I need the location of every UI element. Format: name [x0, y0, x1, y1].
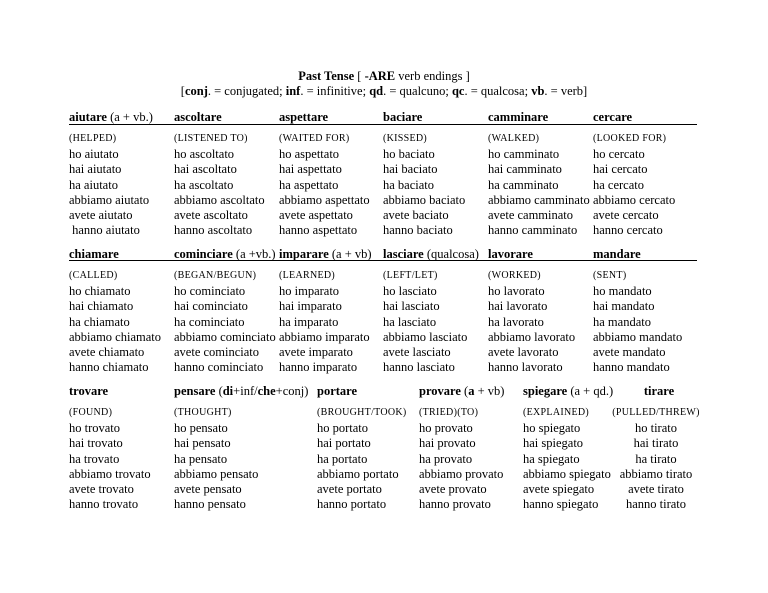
verb-heading [69, 110, 153, 125]
conjugation: avete chiamato [69, 345, 145, 360]
verb-infinitive: chiamare [69, 247, 119, 261]
verb-heading [174, 247, 276, 262]
conjugation: hai provato [419, 436, 476, 451]
verb-column [69, 247, 161, 376]
conjugation: hai lasciato [383, 299, 440, 314]
conjugation: ha spiegato [523, 451, 580, 466]
conjugation: avete ascoltato [174, 208, 248, 223]
conjugation: ha lasciato [383, 314, 437, 329]
conjugation: abbiamo portato [317, 466, 399, 481]
conjugation: abbiamo spiegato [523, 466, 611, 481]
verb-column [488, 247, 575, 376]
conjugation: abbiamo baciato [383, 192, 466, 207]
conjugation: ho mandato [593, 284, 652, 298]
conjugation: ha aiutato [69, 177, 118, 192]
conjugation: ho spiegato [523, 421, 581, 435]
conjugation: hanno lavorato [488, 360, 563, 375]
verb-heading [523, 384, 613, 399]
conjugation: avete provato [419, 482, 487, 497]
conjugation: hai trovato [69, 436, 123, 451]
conjugation: hanno pensato [174, 497, 246, 512]
verb-column [612, 384, 700, 513]
verb-column [279, 110, 370, 239]
verb-note: + vb) [474, 384, 505, 398]
verb-translation: (LISTENED TO) [174, 133, 248, 144]
conjugation: ha chiamato [69, 314, 130, 329]
conjugation: ho trovato [69, 421, 121, 435]
conjugation: ha portato [317, 451, 368, 466]
conjugation: hai aspettato [279, 162, 342, 177]
verb-translation: (CALLED) [69, 270, 118, 281]
conjugation: ha trovato [69, 451, 120, 466]
conjugation: hanno tirato [625, 497, 687, 512]
conjugation: ho aspettato [279, 147, 340, 161]
conjugation: hai cercato [593, 162, 648, 177]
conjugation: avete cercato [593, 208, 659, 223]
verb-note: (a + vb.) [106, 110, 153, 124]
conjugation: avete baciato [383, 208, 449, 223]
conjugation: hanno aiutato [69, 223, 140, 238]
verb-translation: (THOUGHT) [174, 407, 232, 418]
conjugation: abbiamo ascoltato [174, 192, 265, 207]
conjugation: ho cominciato [174, 284, 246, 298]
verb-note: (qualcosa) [423, 247, 479, 261]
verb-heading [488, 110, 590, 125]
conjugation: hai chiamato [69, 299, 134, 314]
conjugation: hanno baciato [383, 223, 453, 238]
verb-note: +inf/ [233, 384, 258, 398]
conjugation: abbiamo pensato [174, 466, 259, 481]
verb-translation: (BROUGHT/TOOK) [317, 407, 407, 418]
conjugation: hanno lasciato [383, 360, 455, 375]
conjugation: ho camminato [488, 147, 560, 161]
verb-note: ( [215, 384, 223, 398]
verb-heading [279, 110, 370, 125]
conjugation: hai ascoltato [174, 162, 237, 177]
conjugation: avete portato [317, 482, 382, 497]
conjugation: ho lavorato [488, 284, 545, 298]
conjugation: hai pensato [174, 436, 231, 451]
verb-note: ( [460, 384, 469, 398]
conjugation: ha tirato [635, 451, 677, 466]
verb-translation: (WAITED FOR) [279, 133, 350, 144]
title-line [0, 69, 768, 84]
conjugation: abbiamo trovato [69, 466, 151, 481]
verb-infinitive: camminare [488, 110, 549, 124]
conjugation: ha aspettato [279, 177, 339, 192]
verb-note: (a + qd.) [567, 384, 614, 398]
conjugation: hai portato [317, 436, 371, 451]
verb-heading [317, 384, 407, 399]
conjugation: ha ascoltato [174, 177, 234, 192]
conjugation: hanno trovato [69, 497, 139, 512]
conjugation: avete cominciato [174, 345, 260, 360]
verb-translation: (TRIED)(TO) [419, 407, 479, 418]
verb-note: di [222, 384, 234, 398]
legend-text: . = qualcosa; [464, 84, 532, 98]
verb-column [174, 110, 265, 239]
verb-heading [419, 384, 504, 399]
verb-column [593, 247, 682, 376]
conjugation: hai cominciato [174, 299, 248, 314]
conjugation: abbiamo chiamato [69, 329, 161, 344]
verb-column [317, 384, 407, 513]
conjugation: avete aiutato [69, 208, 133, 223]
verb-translation: (WORKED) [488, 270, 541, 281]
conjugation: hai spiegato [523, 436, 584, 451]
conjugation: abbiamo tirato [619, 466, 693, 481]
verb-column [383, 247, 479, 376]
verb-column [383, 110, 465, 239]
verb-infinitive: trovare [69, 384, 109, 398]
conjugation: hanno portato [317, 497, 387, 512]
verb-infinitive: cominciare [174, 247, 233, 261]
conjugation: avete aspettato [279, 208, 353, 223]
verb-translation: (KISSED) [383, 133, 428, 144]
legend-text: . = conjugated; [207, 84, 286, 98]
conjugation: ha cominciato [174, 314, 245, 329]
verb-translation: (PULLED/THREW) [612, 407, 700, 418]
verb-infinitive: cercare [593, 110, 633, 124]
conjugation: hanno cercato [593, 223, 663, 238]
conjugation: hai lavorato [488, 299, 548, 314]
conjugation: avete imparato [279, 345, 353, 360]
conjugation: ha provato [419, 451, 473, 466]
verb-note: (a + vb) [328, 247, 372, 261]
conjugation: abbiamo cominciato [174, 329, 276, 344]
conjugation: hai camminato [488, 162, 562, 177]
verb-heading [69, 247, 161, 262]
conjugation: ha lavorato [488, 314, 544, 329]
conjugation: ho baciato [383, 147, 435, 161]
conjugation: ho portato [317, 421, 369, 435]
verb-heading [69, 384, 151, 399]
page-title [0, 69, 768, 99]
verb-column [419, 384, 504, 513]
legend-text: . = qualcuno; [383, 84, 452, 98]
verb-column [174, 247, 276, 376]
legend-text: . = infinitive; [300, 84, 370, 98]
verb-infinitive: lavorare [488, 247, 533, 261]
verb-translation: (FOUND) [69, 407, 113, 418]
conjugation: hai aiutato [69, 162, 122, 177]
verb-infinitive: aspettare [279, 110, 329, 124]
conjugation: ho ascoltato [174, 147, 235, 161]
verb-column [69, 384, 151, 513]
verb-infinitive: portare [317, 384, 358, 398]
conjugation: abbiamo mandato [593, 329, 683, 344]
conjugation: ho chiamato [69, 284, 131, 298]
verb-column [279, 247, 372, 376]
conjugation: hanno imparato [279, 360, 358, 375]
conjugation: ha mandato [593, 314, 651, 329]
conjugation: avete lavorato [488, 345, 559, 360]
verb-infinitive: aiutare [69, 110, 107, 124]
verb-heading [279, 247, 372, 262]
conjugation: hai baciato [383, 162, 438, 177]
conjugation: avete lasciato [383, 345, 451, 360]
conjugation: abbiamo aiutato [69, 192, 150, 207]
conjugation: ho tirato [634, 421, 677, 435]
verb-column [488, 110, 590, 239]
conjugation: ho imparato [279, 284, 340, 298]
conjugation: hanno cominciato [174, 360, 264, 375]
verb-heading [383, 110, 465, 125]
legend-abbr: vb [531, 84, 545, 98]
verb-infinitive: pensare [174, 384, 216, 398]
conjugation: abbiamo lavorato [488, 329, 576, 344]
verb-column [593, 110, 675, 239]
conjugation: hanno aspettato [279, 223, 358, 238]
conjugation: hanno ascoltato [174, 223, 253, 238]
verb-translation: (HELPED) [69, 133, 117, 144]
conjugation: abbiamo camminato [488, 192, 590, 207]
verb-infinitive: mandare [593, 247, 641, 261]
verb-note: a [468, 384, 475, 398]
conjugation: avete camminato [488, 208, 574, 223]
legend-abbr: conj [184, 84, 208, 98]
conjugation: ho provato [419, 421, 473, 435]
verb-translation: (EXPLAINED) [523, 407, 590, 418]
legend-open: [ [180, 84, 185, 98]
verb-heading [174, 384, 308, 399]
verb-column [69, 110, 153, 239]
verb-heading [618, 384, 700, 399]
conjugation: hai tirato [633, 436, 679, 451]
verb-translation: (SENT) [593, 270, 627, 281]
verb-translation: (WALKED) [488, 133, 540, 144]
conjugation: avete spiegato [523, 482, 595, 497]
conjugation: ho cercato [593, 147, 645, 161]
verb-note: +conj) [275, 384, 309, 398]
conjugation: ho pensato [174, 421, 228, 435]
verb-infinitive: ascoltare [174, 110, 222, 124]
conjugation: abbiamo aspettato [279, 192, 370, 207]
legend-abbr: inf [285, 84, 301, 98]
conjugation: hai imparato [279, 299, 342, 314]
conjugation: ha pensato [174, 451, 228, 466]
conjugation: avete pensato [174, 482, 242, 497]
verb-heading [593, 247, 682, 262]
verb-heading [383, 247, 479, 262]
verb-infinitive: imparare [279, 247, 329, 261]
conjugation: ha imparato [279, 314, 339, 329]
conjugation: hanno provato [419, 497, 491, 512]
legend-abbr: qd [369, 84, 384, 98]
verb-translation: (LEARNED) [279, 270, 336, 281]
verb-column [523, 384, 613, 513]
conjugation: ho lasciato [383, 284, 437, 298]
conjugation: hanno spiegato [523, 497, 599, 512]
title-rest: verb endings ] [398, 69, 470, 83]
verb-translation: (LEFT/LET) [383, 270, 438, 281]
title-bracket: [ [357, 69, 362, 83]
conjugation: hanno mandato [593, 360, 670, 375]
verb-heading [593, 110, 675, 125]
conjugation: avete mandato [593, 345, 666, 360]
verb-note: che [257, 384, 276, 398]
conjugation: abbiamo imparato [279, 329, 370, 344]
verb-infinitive: tirare [643, 384, 675, 398]
verb-heading [488, 247, 575, 262]
conjugation: hai mandato [593, 299, 655, 314]
conjugation: ho aiutato [69, 147, 119, 161]
conjugation: ha cercato [593, 177, 645, 192]
legend-text: . = verb] [544, 84, 588, 98]
verb-infinitive: provare [419, 384, 461, 398]
verb-translation: (LOOKED FOR) [593, 133, 667, 144]
conjugation: ha camminato [488, 177, 559, 192]
verb-translation: (BEGAN/BEGUN) [174, 270, 257, 281]
legend-line [0, 84, 768, 99]
conjugation: ha baciato [383, 177, 435, 192]
conjugation: hanno chiamato [69, 360, 149, 375]
conjugation: abbiamo lasciato [383, 329, 468, 344]
legend-abbr: qc [451, 84, 465, 98]
conjugation: avete trovato [69, 482, 134, 497]
verb-infinitive: spiegare [523, 384, 568, 398]
title-ending: -ARE [364, 69, 396, 83]
conjugation: abbiamo provato [419, 466, 504, 481]
verb-heading [174, 110, 265, 125]
conjugation: abbiamo cercato [593, 192, 676, 207]
verb-infinitive: baciare [383, 110, 423, 124]
verb-column [174, 384, 308, 513]
conjugation: hanno camminato [488, 223, 578, 238]
title-bold: Past Tense [298, 69, 355, 83]
verb-infinitive: lasciare [383, 247, 424, 261]
verb-note: (a +vb.) [232, 247, 276, 261]
conjugation: avete tirato [628, 482, 684, 497]
